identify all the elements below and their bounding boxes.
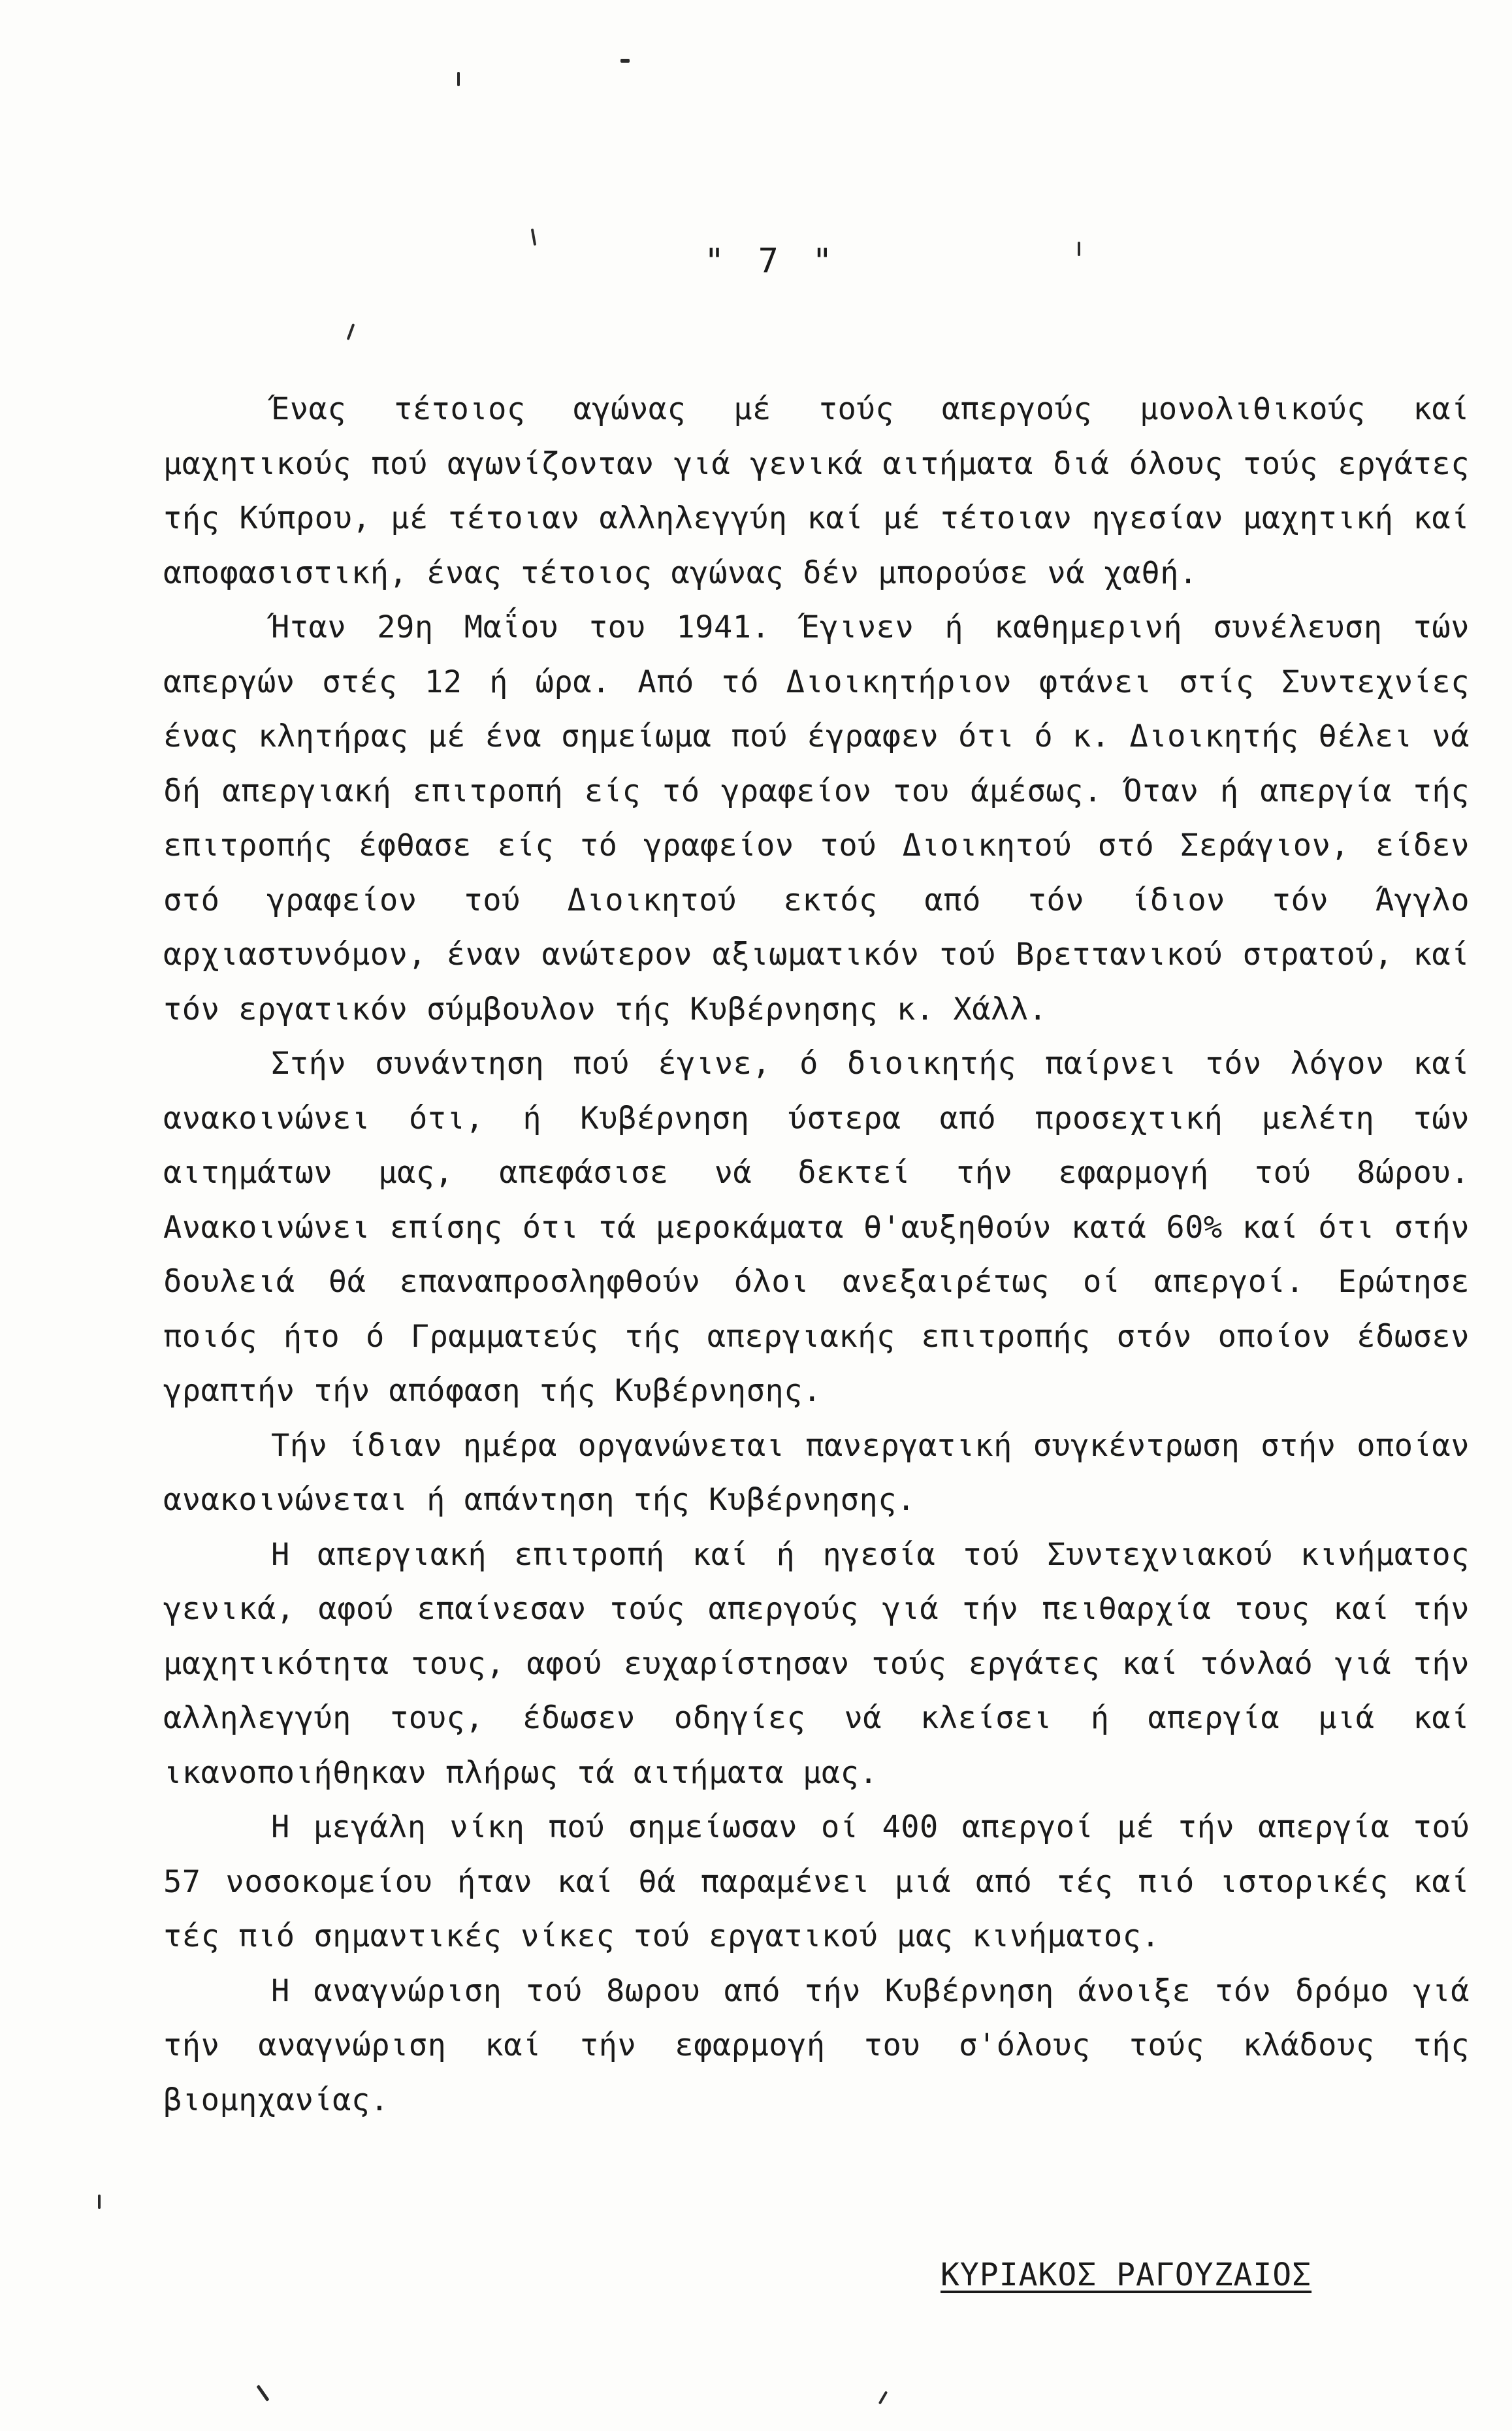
paragraph: Ήταν 29η Μαΐου του 1941. Έγινεν ή καθημερινή συνέλευση τών απεργών στές 12 ή ώρα. Από τό Διοικητήριον φτάνει στίς Συντεχνίες ένας κλητήρας μέ ένα σημείωμα πού έγραφεν ότι ό κ. Διοικητής θέλει νά δή απεργιακή επιτροπή είς τό γραφείον του άμέσως. Όταν ή απεργία τής επιτροπής έφθασε είς τό γραφείον τού Διοικητού στό Σεράγιον, είδεν στό γραφείον τού Διοικητού εκτός από τόν ίδιον τόν Άγγλο αρχιαστυνόμον, έναν ανώτερον αξιωματικόν τού Βρεττανικού στρατού, καί τόν εργατικόν σύμβουλον τής Κυβέρνησης κ. Χάλλ. xyxy=(163,609,1470,1027)
ink-speck xyxy=(256,2385,269,2402)
document-body xyxy=(163,382,1470,2127)
ink-speck xyxy=(347,323,355,340)
ink-speck xyxy=(457,72,460,86)
ink-speck xyxy=(620,59,630,63)
paragraph: Τήν ίδιαν ημέρα οργανώνεται πανεργατική συγκέντρωση στήν οποίαν ανακοινώνεται ή απάντηση τής Κυβέρνησης. xyxy=(163,1427,1470,1518)
paragraph: Η μεγάλη νίκη πού σημείωσαν οί 400 απεργοί μέ τήν απεργία τού 57 νοσοκομείου ήταν καί θά παραμένει μιά από τές πιό ιστορικές καί τές πιό σημαντικές νίκες τού εργατικού μας κινήματος. xyxy=(163,1809,1470,1954)
paragraph: Στήν συνάντηση πού έγινε, ό διοικητής παίρνει τόν λόγον καί ανακοινώνει ότι, ή Κυβέρνηση ύστερα από προσεχτική μελέτη τών αιτημάτων μας, απεφάσισε νά δεκτεί τήν εφαρμογή τού 8ώρου. Ανακοινώνει επίσης ότι τά μεροκάματα θ'αυξηθούν κατά 60% καί ότι στήν δουλειά θά επαναπροσληφθούν όλοι ανεξαιρέτως οί απεργοί. Ερώτησε ποιός ήτο ό Γραμματεύς τής απεργιακής επιτροπής στόν οποίον έδωσεν γραπτήν τήν απόφαση τής Κυβέρνησης. xyxy=(163,1046,1470,1409)
paragraph: Η αναγνώριση τού 8ωρου από τήν Κυβέρνηση άνοιξε τόν δρόμο γιά τήν αναγνώριση καί τήν εφαρμογή του σ'όλους τούς κλάδους τής βιομηχανίας. xyxy=(163,1972,1470,2118)
signature: ΚΥΡΙΑΚΟΣ ΡΑΓΟΥΖΑΙΟΣ xyxy=(941,2257,1312,2293)
page-number: " 7 " xyxy=(704,242,839,281)
ink-speck xyxy=(1078,242,1080,256)
ink-speck xyxy=(878,2391,888,2404)
paragraph: Η απεργιακή επιτροπή καί ή ηγεσία τού Συντεχνιακού κινήματος γενικά, αφού επαίνεσαν τούς απεργούς γιά τήν πειθαρχία τους καί τήν μαχητικότητα τους, αφού ευχαρίστησαν τούς εργάτες καί τόνλαό γιά τήν αλληλεγγύη τους, έδωσεν οδηγίες νά κλείσει ή απεργία μιά καί ικανοποιήθηκαν πλήρως τά αιτήματα μας. xyxy=(163,1536,1470,1791)
paragraph: Ένας τέτοιος αγώνας μέ τούς απεργούς μονολιθικούς καί μαχητικούς πού αγωνίζονταν γιά γενικά αιτήματα διά όλους τούς εργάτες τής Κύπρου, μέ τέτοιαν αλληλεγγύη καί μέ τέτοιαν ηγεσίαν μαχητική καί αποφασιστική, ένας τέτοιος αγώνας δέν μπορούσε νά χαθή. xyxy=(163,391,1470,591)
ink-speck xyxy=(98,2195,101,2209)
ink-speck xyxy=(531,229,536,246)
